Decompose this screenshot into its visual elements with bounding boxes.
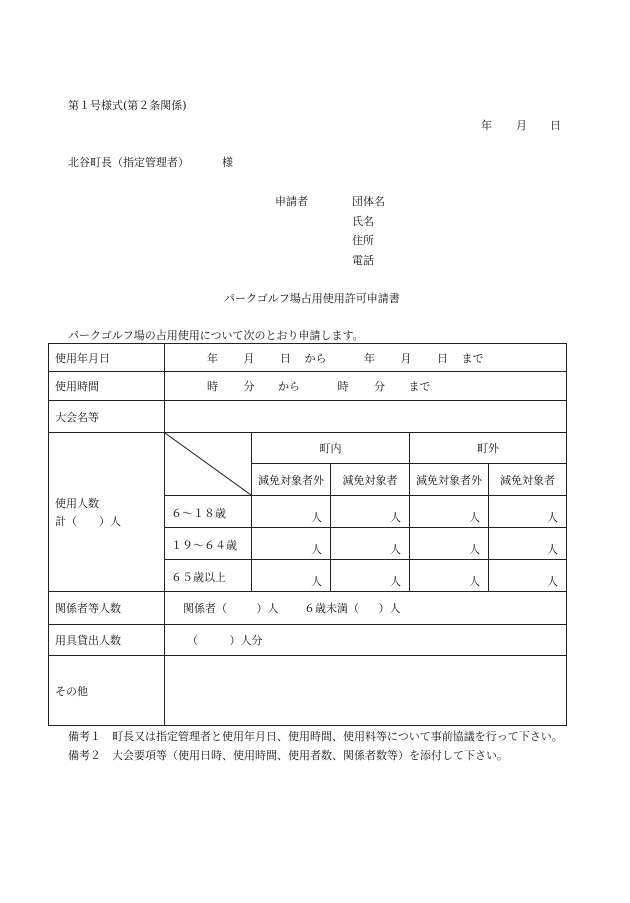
person-unit: 人 bbox=[547, 511, 559, 524]
use-date-year-2: 年 bbox=[364, 351, 375, 365]
town-in-non-exempt-header: 減免対象者外 bbox=[252, 464, 331, 496]
users-count-title: 使用人数 bbox=[55, 497, 99, 510]
town-in-exempt-header: 減免対象者 bbox=[331, 464, 410, 496]
equipment-rental-label: 用具貸出人数 bbox=[49, 625, 165, 656]
applicant-org-label: 団体名 bbox=[352, 195, 385, 208]
count-cell[interactable] bbox=[252, 528, 331, 560]
other-field[interactable] bbox=[165, 656, 567, 726]
applicant-name-label: 氏名 bbox=[352, 215, 374, 228]
person-unit: 人 bbox=[311, 511, 322, 524]
use-date-to: まで bbox=[461, 351, 484, 365]
age-row-label: ６～１８歳 bbox=[165, 496, 252, 528]
application-table bbox=[48, 343, 567, 726]
use-date-from: から bbox=[304, 351, 327, 365]
use-time-minute-2: 分 bbox=[374, 380, 385, 393]
form-number: 第１号様式(第２条関係) bbox=[68, 99, 187, 112]
note-2: 備考２ 大会要項等（使用日時、使用時間、使用者数、関係者数等）を添付して下さい。 bbox=[68, 749, 508, 762]
related-persons-field[interactable] bbox=[165, 592, 567, 625]
use-time-hour-2: 時 bbox=[337, 380, 349, 393]
related-persons-text: 関係者（ bbox=[183, 602, 227, 615]
date-month-label: 月 bbox=[516, 119, 527, 132]
age-row-label: １９～６４歳 bbox=[165, 528, 252, 560]
related-persons-unit: ）人 bbox=[256, 602, 279, 615]
event-name-label: 大会名等 bbox=[49, 401, 165, 433]
document-title: パークゴルフ場占用使用許可申請書 bbox=[224, 292, 400, 305]
count-cell[interactable] bbox=[252, 560, 331, 592]
person-unit: 人 bbox=[469, 543, 480, 556]
person-unit: 人 bbox=[390, 511, 401, 524]
equipment-rental-field[interactable] bbox=[165, 625, 567, 656]
addressee: 北谷町長（指定管理者） bbox=[68, 156, 189, 169]
count-cell[interactable] bbox=[331, 528, 410, 560]
town-out-non-exempt-header: 減免対象者外 bbox=[410, 464, 489, 496]
related-persons-label: 関係者等人数 bbox=[49, 592, 165, 625]
other-label: その他 bbox=[49, 656, 165, 726]
diagonal-line bbox=[165, 433, 251, 495]
date-year-label: 年 bbox=[481, 119, 492, 132]
use-date-label: 使用年月日 bbox=[49, 344, 165, 372]
use-time-label: 使用時間 bbox=[49, 372, 165, 401]
event-name-field[interactable] bbox=[165, 401, 567, 433]
equipment-unit: ）人分 bbox=[229, 634, 263, 647]
use-date-year-1: 年 bbox=[207, 351, 218, 365]
use-date-field[interactable] bbox=[165, 344, 567, 372]
use-date-day-1: 日 bbox=[280, 351, 291, 365]
count-cell[interactable] bbox=[489, 496, 567, 528]
use-date-month-1: 月 bbox=[243, 351, 255, 365]
count-cell[interactable] bbox=[252, 496, 331, 528]
intro-text: パークゴルフ場の占用使用について次のとおり申請します。 bbox=[68, 329, 364, 342]
diagonal-header-cell bbox=[165, 433, 252, 496]
town-in-header: 町内 bbox=[252, 433, 410, 464]
person-unit: 人 bbox=[390, 575, 401, 588]
count-cell[interactable] bbox=[410, 496, 489, 528]
use-time-hour-1: 時 bbox=[207, 380, 218, 393]
applicant-phone-label: 電話 bbox=[352, 254, 374, 267]
age-row-label: ６５歳以上 bbox=[165, 560, 252, 592]
note-1: 備考１ 町長又は指定管理者と使用年月日、使用時間、使用料等について事前協議を行って下さい。 bbox=[68, 730, 563, 743]
count-cell[interactable] bbox=[489, 560, 567, 592]
under-six-unit: ）人 bbox=[378, 602, 401, 615]
use-time-field[interactable] bbox=[165, 372, 567, 401]
person-unit: 人 bbox=[311, 543, 322, 556]
count-cell[interactable] bbox=[410, 560, 489, 592]
use-date-day-2: 日 bbox=[437, 351, 448, 365]
person-unit: 人 bbox=[547, 543, 559, 556]
person-unit: 人 bbox=[311, 575, 322, 588]
count-cell[interactable] bbox=[331, 496, 410, 528]
person-unit: 人 bbox=[469, 511, 480, 524]
count-cell[interactable] bbox=[331, 560, 410, 592]
use-date-month-2: 月 bbox=[400, 351, 412, 365]
applicant-address-label: 住所 bbox=[352, 234, 374, 247]
use-time-minute-1: 分 bbox=[243, 380, 255, 393]
person-unit: 人 bbox=[547, 575, 559, 588]
count-cell[interactable] bbox=[489, 528, 567, 560]
equipment-open-paren: （ bbox=[187, 634, 198, 647]
town-out-header: 町外 bbox=[410, 433, 567, 464]
town-out-exempt-header: 減免対象者 bbox=[489, 464, 567, 496]
date-day-label: 日 bbox=[550, 119, 561, 132]
users-count-total: 計（ ）人 bbox=[55, 515, 121, 528]
users-count-label bbox=[49, 433, 165, 592]
use-time-from: から bbox=[278, 380, 300, 393]
person-unit: 人 bbox=[390, 543, 401, 556]
under-six-text: ６歳未満（ bbox=[304, 602, 359, 615]
count-cell[interactable] bbox=[410, 528, 489, 560]
addressee-suffix: 様 bbox=[222, 156, 233, 169]
use-time-to: まで bbox=[408, 380, 431, 393]
person-unit: 人 bbox=[469, 575, 480, 588]
applicant-label: 申請者 bbox=[275, 195, 308, 208]
